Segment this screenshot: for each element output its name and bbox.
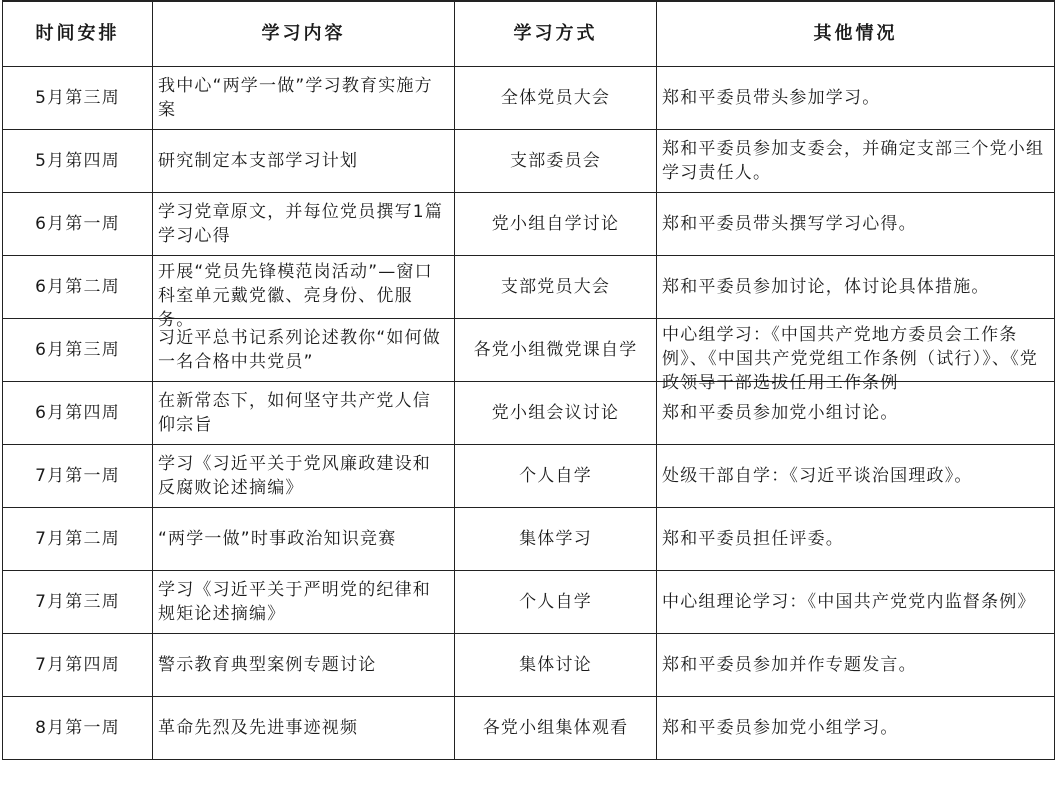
cell-text: 集体讨论 <box>519 655 592 675</box>
cell-text: 6月第四周 <box>35 403 120 423</box>
cell-content <box>153 382 455 445</box>
cell-content <box>153 130 455 193</box>
cell-mode <box>455 319 657 382</box>
header-mode: 学习方式 <box>455 1 657 67</box>
cell-text: 5月第四周 <box>35 151 120 171</box>
cell-text: 中心组学习：《中国共产党地方委员会工作条例》、《中国共产党党组工作条例（试行）》、《党政领导干部选拔任用工作条例 <box>662 325 1039 393</box>
cell-text: 5月第三周 <box>35 88 120 108</box>
cell-text: 学习《习近平关于严明党的纪律和规矩论述摘编》 <box>158 580 431 624</box>
cell-text: 6月第三周 <box>35 340 120 360</box>
cell-text: 处级干部自学：《习近平谈治国理政》。 <box>662 466 973 486</box>
cell-other <box>657 193 1055 256</box>
cell-text: 8月第一周 <box>35 718 120 738</box>
cell-mode <box>455 256 657 319</box>
cell-time <box>3 67 153 130</box>
cell-time <box>3 319 153 382</box>
cell-content <box>153 697 455 760</box>
cell-text: 集体学习 <box>519 529 592 549</box>
cell-text: 6月第二周 <box>35 277 120 297</box>
cell-time <box>3 256 153 319</box>
cell-content <box>153 445 455 508</box>
study-schedule-sheet <box>2 0 1054 793</box>
cell-content <box>153 67 455 130</box>
cell-time <box>3 697 153 760</box>
header-time: 时间安排 <box>3 1 153 67</box>
cell-other <box>657 697 1055 760</box>
cell-text: 7月第三周 <box>35 592 120 612</box>
cell-other <box>657 571 1055 634</box>
cell-content <box>153 256 455 330</box>
cell-content <box>153 634 455 697</box>
cell-mode <box>455 67 657 130</box>
cell-other <box>657 130 1055 193</box>
cell-other <box>657 445 1055 508</box>
cell-text: 全体党员大会 <box>500 88 611 108</box>
cell-text: 我中心“两学一做”学习教育实施方案 <box>158 76 433 120</box>
header-other: 其他情况 <box>657 1 1055 67</box>
cell-time <box>3 445 153 508</box>
cell-content <box>153 319 455 382</box>
cell-text: 个人自学 <box>519 466 592 486</box>
table-row <box>3 67 1055 130</box>
cell-text: 郑和平委员参加支委会，并确定支部三个党小组学习责任人。 <box>662 139 1045 183</box>
cell-text: 学习《习近平关于党风廉政建设和反腐败论述摘编》 <box>158 454 431 498</box>
cell-mode <box>455 697 657 760</box>
cell-text: 郑和平委员参加讨论，体讨论具体措施。 <box>662 277 990 297</box>
cell-text: 中心组理论学习：《中国共产党党内监督条例》 <box>662 592 1036 612</box>
cell-time <box>3 130 153 193</box>
cell-mode <box>455 571 657 634</box>
cell-text: 党小组会议讨论 <box>491 403 620 423</box>
cell-mode <box>455 634 657 697</box>
table-row <box>3 634 1055 697</box>
cell-text: 6月第一周 <box>35 214 120 234</box>
cell-mode <box>455 193 657 256</box>
cell-other <box>657 508 1055 571</box>
cell-text: 支部党员大会 <box>500 277 611 297</box>
cell-time <box>3 193 153 256</box>
cell-text: 郑和平委员带头撰写学习心得。 <box>662 214 917 234</box>
cell-text: 支部委员会 <box>510 151 601 171</box>
cell-mode <box>455 508 657 571</box>
cell-text: 7月第二周 <box>35 529 120 549</box>
cell-other <box>657 319 1055 393</box>
cell-text: 党小组自学讨论 <box>491 214 620 234</box>
cell-text: “两学一做”时事政治知识竞赛 <box>158 529 397 549</box>
cell-content <box>153 571 455 634</box>
cell-text: 开展“党员先锋模范岗活动”—窗口科室单元戴党徽、亮身份、优服务。 <box>158 262 433 330</box>
cell-other <box>657 634 1055 697</box>
cell-text: 在新常态下，如何坚守共产党人信仰宗旨 <box>158 391 431 435</box>
cell-time <box>3 634 153 697</box>
cell-text: 郑和平委员带头参加学习。 <box>662 88 881 108</box>
cell-mode <box>455 130 657 193</box>
header-content: 学习内容 <box>153 1 455 67</box>
cell-text: 郑和平委员参加并作专题发言。 <box>662 655 917 675</box>
study-schedule-table <box>2 0 1055 760</box>
table-row <box>3 445 1055 508</box>
cell-text: 研究制定本支部学习计划 <box>158 151 359 171</box>
table-row <box>3 256 1055 319</box>
cell-time <box>3 382 153 445</box>
cell-text: 7月第一周 <box>35 466 120 486</box>
cell-text: 郑和平委员担任评委。 <box>662 529 844 549</box>
table-row <box>3 697 1055 760</box>
cell-text: 学习党章原文，并每位党员撰写1篇学习心得 <box>158 202 444 246</box>
cell-text: 各党小组集体观看 <box>482 718 629 738</box>
table-row <box>3 130 1055 193</box>
table-row <box>3 508 1055 571</box>
table-row <box>3 319 1055 382</box>
table-row <box>3 571 1055 634</box>
cell-text: 各党小组微党课自学 <box>473 340 638 360</box>
cell-text: 郑和平委员参加党小组学习。 <box>662 718 899 738</box>
cell-content <box>153 508 455 571</box>
cell-mode <box>455 445 657 508</box>
cell-text: 个人自学 <box>519 592 592 612</box>
cell-other <box>657 67 1055 130</box>
table-row <box>3 193 1055 256</box>
cell-mode <box>455 382 657 445</box>
header-row <box>3 1 1055 67</box>
cell-time <box>3 508 153 571</box>
cell-text: 郑和平委员参加党小组讨论。 <box>662 403 899 423</box>
cell-text: 革命先烈及先进事迹视频 <box>158 718 359 738</box>
cell-text: 习近平总书记系列论述教你“如何做一名合格中共党员” <box>158 328 442 372</box>
cell-content <box>153 193 455 256</box>
cell-text: 7月第四周 <box>35 655 120 675</box>
table-body <box>3 67 1055 760</box>
cell-text: 警示教育典型案例专题讨论 <box>158 655 377 675</box>
cell-time <box>3 571 153 634</box>
cell-other <box>657 256 1055 319</box>
